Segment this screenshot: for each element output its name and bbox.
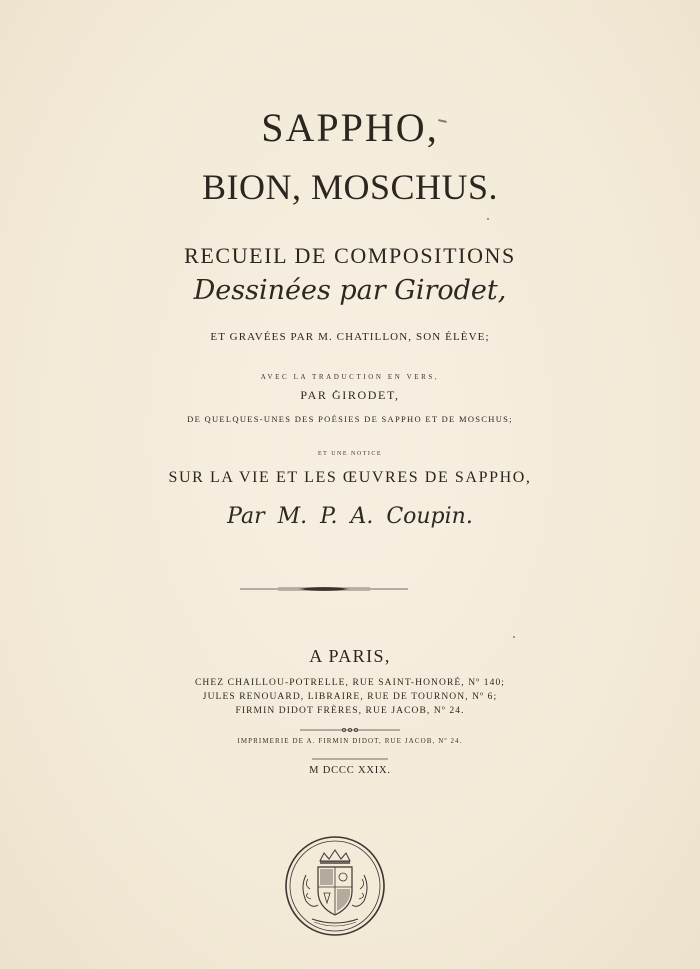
subtitle: RECUEIL DE COMPOSITIONS xyxy=(184,243,516,268)
par-girodet: PAR GIRODET, xyxy=(300,388,400,402)
publisher-line-2: JULES RENOUARD, LIBRAIRE, RUE DE TOURNON, Nº 6; xyxy=(202,692,498,702)
et-une-notice: ET UNE NOTICE xyxy=(317,451,383,457)
imprimerie: IMPRIMERIE DE A. FIRMIN DIDOT, RUE JACOB, Nº 24. xyxy=(237,737,463,745)
publisher-line-1: CHEZ CHAILLOU-POTRELLE, RUE SAINT-HONORÉ, Nº 140; xyxy=(194,678,506,688)
dessinees-par-girodet: Dessinées par Girodet, xyxy=(193,275,507,306)
par-coupin: Par M. P. A. Coupin. xyxy=(227,504,473,529)
avec-la-traduction: AVEC LA TRADUCTION EN VERS, xyxy=(260,373,440,381)
title-line-1: SAPPHO, xyxy=(261,105,439,150)
paper-speck xyxy=(513,636,515,638)
publication-date: M DCCC XXIX. xyxy=(309,765,391,776)
a-paris: A PARIS, xyxy=(309,646,391,666)
title-line-2: BION, MOSCHUS. xyxy=(201,167,499,207)
small-rule-icon xyxy=(298,726,402,734)
paper-speck xyxy=(487,218,489,220)
publisher-line-3: FIRMIN DIDOT FRÈRES, RUE JACOB, Nº 24. xyxy=(235,706,465,716)
ornamental-rule-icon xyxy=(238,584,410,594)
library-stamp-icon xyxy=(284,835,386,937)
date-rule-icon xyxy=(310,756,390,762)
quelques-poesies: DE QUELQUES-UNES DES POÉSIES DE SAPPHO ET DE MOSCHUS; xyxy=(187,414,513,424)
gravees-par-chatillon: ET GRAVÉES PAR M. CHATILLON, SON ÉLÈVE; xyxy=(210,331,490,343)
sur-la-vie: SUR LA VIE ET LES ŒUVRES DE SAPPHO, xyxy=(168,469,532,486)
